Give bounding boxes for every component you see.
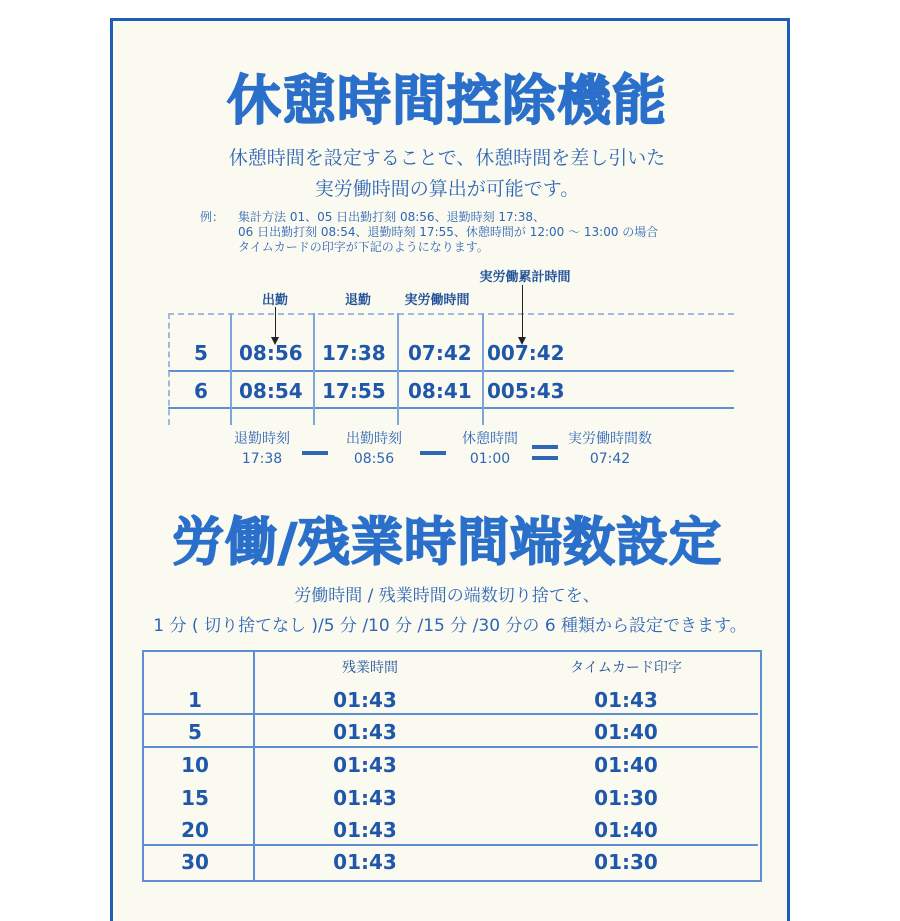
rounding-row3-timecard: 01:40	[594, 753, 658, 777]
timecard-col-line-2	[313, 313, 315, 425]
label-actual: 実労働時間	[404, 293, 470, 308]
timecard-row2-day: 6	[194, 379, 208, 403]
timecard-row1-day: 5	[194, 341, 208, 365]
timecard-left-dashed	[168, 313, 170, 425]
rounding-row4-overtime: 01:43	[333, 786, 397, 810]
timecard-row-line-2	[168, 407, 734, 409]
section2-title: 労働/残業時間端数設定	[172, 513, 722, 573]
rounding-row5-unit: 20	[181, 818, 209, 842]
label-out: 退勤	[344, 293, 371, 308]
rounding-header-overtime: 残業時間	[342, 660, 398, 676]
rounding-row4-unit: 15	[181, 786, 209, 810]
formula-result-label: 実労働時間数	[568, 431, 652, 447]
example-line1: 集計方法 01、05 日出勤打刻 08:56、退勤時刻 17:38、	[238, 210, 545, 224]
section1-intro-line1: 休憩時間を設定することで、休憩時間を差し引いた	[228, 147, 666, 169]
rounding-table-row-line-1	[142, 713, 758, 715]
equals-sign-top	[532, 445, 558, 449]
formula-break-value: 01:00	[469, 451, 511, 467]
rounding-row5-overtime: 01:43	[333, 818, 397, 842]
timecard-row2-cumulative: 005:43	[487, 379, 565, 403]
timecard-col-line-1	[230, 313, 232, 425]
section1-intro-line2: 実労働時間の算出が可能です。	[314, 178, 580, 200]
section2-intro-line2: 1 分 ( 切り捨てなし )/5 分 /10 分 /15 分 /30 分の 6 種類から設定できます。	[153, 616, 747, 636]
section2-intro-line1: 労働時間 / 残業時間の端数切り捨てを、	[294, 586, 600, 606]
formula-in-label: 出勤時刻	[346, 431, 402, 447]
timecard-row1-in: 08:56	[239, 341, 303, 365]
rounding-row1-overtime: 01:43	[333, 688, 397, 712]
timecard-top-dashed	[168, 313, 734, 315]
timecard-row2-in: 08:54	[239, 379, 303, 403]
formula-out-value: 17:38	[241, 451, 283, 467]
rounding-row3-overtime: 01:43	[333, 753, 397, 777]
timecard-row1-out: 17:38	[322, 341, 386, 365]
equals-sign-bottom	[532, 456, 558, 460]
example-line3: タイムカードの印字が下記のようになります。	[238, 240, 489, 254]
rounding-row4-timecard: 01:30	[594, 786, 658, 810]
rounding-row2-overtime: 01:43	[333, 720, 397, 744]
timecard-col-line-3	[397, 313, 399, 425]
rounding-row6-overtime: 01:43	[333, 850, 397, 874]
rounding-row6-timecard: 01:30	[594, 850, 658, 874]
formula-out-label: 退勤時刻	[234, 431, 290, 447]
rounding-row1-unit: 1	[188, 688, 202, 712]
example-line2: 06 日出勤打刻 08:54、退勤時刻 17:55、休憩時間が 12:00 ～ 13:00 の場合	[238, 225, 659, 239]
timecard-col-line-4	[482, 313, 484, 425]
timecard-row1-actual: 07:42	[408, 341, 472, 365]
rounding-row6-unit: 30	[181, 850, 209, 874]
timecard-row1-cumulative: 007:42	[487, 341, 565, 365]
rounding-row5-timecard: 01:40	[594, 818, 658, 842]
timecard-row-line-1	[168, 370, 734, 372]
formula-result-value: 07:42	[589, 451, 631, 467]
label-in: 出勤	[261, 293, 288, 308]
rounding-table-row-line-3	[142, 844, 758, 846]
section1-title: 休憩時間控除機能	[227, 69, 667, 132]
minus-sign-2	[420, 451, 446, 455]
rounding-row2-timecard: 01:40	[594, 720, 658, 744]
formula-in-value: 08:56	[353, 451, 395, 467]
rounding-row1-timecard: 01:43	[594, 688, 658, 712]
rounding-row3-unit: 10	[181, 753, 209, 777]
example-prefix: 例：	[200, 210, 225, 224]
rounding-table-row-line-2	[142, 746, 758, 748]
label-cumulative: 実労働累計時間	[479, 270, 571, 285]
arrow-cumulative	[522, 285, 523, 343]
rounding-header-timecard: タイムカード印字	[570, 660, 682, 676]
formula-break-label: 休憩時間	[462, 431, 518, 447]
timecard-row2-actual: 08:41	[408, 379, 472, 403]
rounding-row2-unit: 5	[188, 720, 202, 744]
arrow-in	[275, 307, 276, 343]
timecard-row2-out: 17:55	[322, 379, 386, 403]
minus-sign-1	[302, 451, 328, 455]
